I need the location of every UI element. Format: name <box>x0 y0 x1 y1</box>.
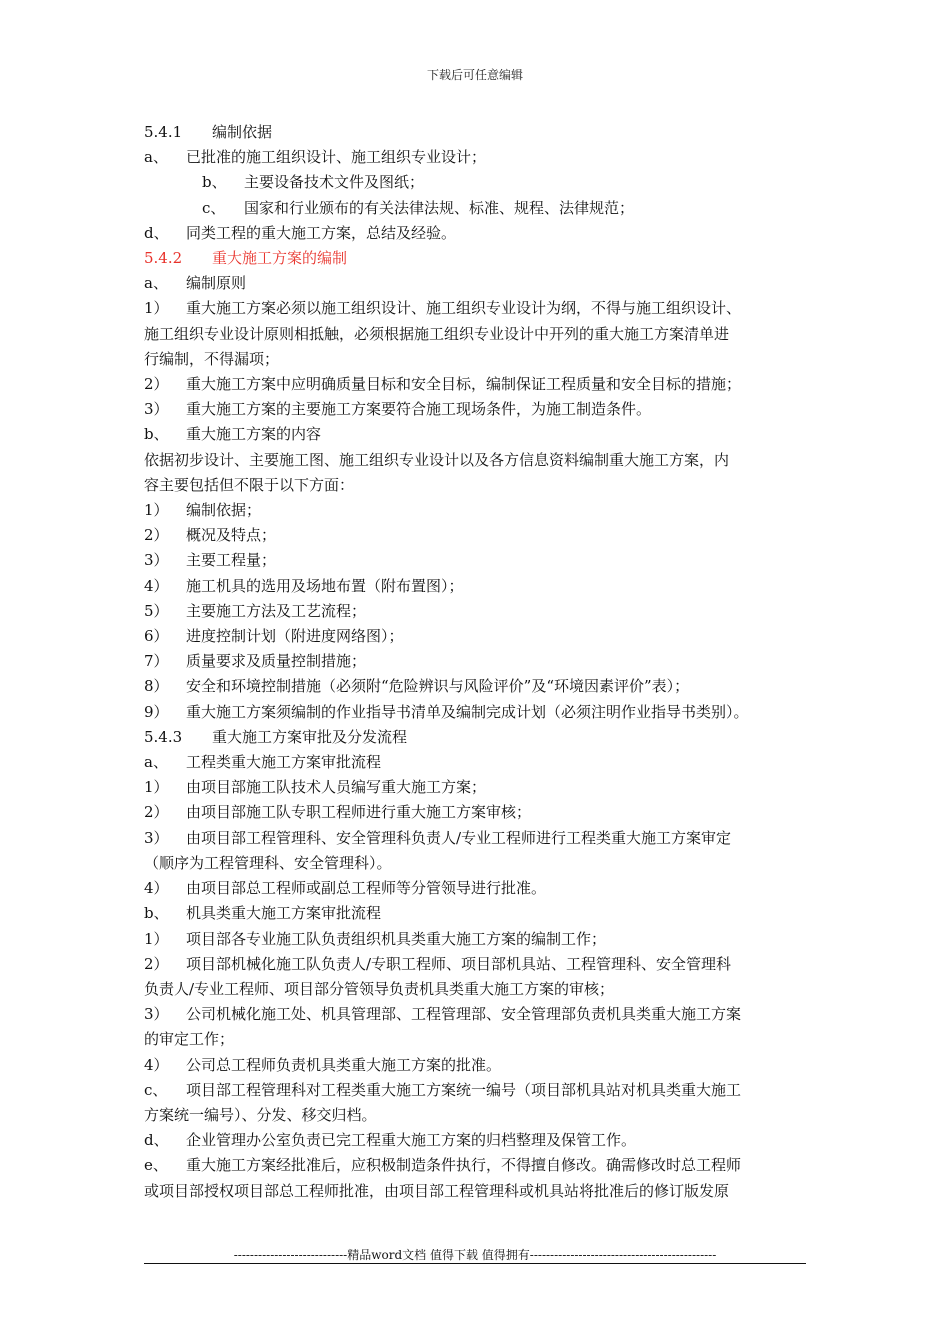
text-line <box>144 876 810 901</box>
text-line <box>144 901 810 926</box>
list-marker: 2） <box>144 803 169 822</box>
line-text: 的审定工作； <box>144 1030 235 1049</box>
text-line <box>144 725 810 750</box>
text-line <box>144 196 810 221</box>
text-line <box>144 700 810 725</box>
text-line <box>144 548 810 573</box>
line-text: 依据初步设计、主要施工图、施工组织专业设计以及各方信息资料编制重大施工方案，内 <box>144 450 730 469</box>
text-line <box>144 775 810 800</box>
line-text: 由项目部工程管理科、安全管理科负责人/专业工程师进行工程类重大施工方案审定 <box>186 828 732 847</box>
line-text: 重大施工方案中应明确质量目标和安全目标，编制保证工程质量和安全目标的措施； <box>186 375 742 394</box>
list-marker: 4） <box>144 1055 169 1074</box>
text-line <box>144 1128 810 1153</box>
list-marker: 1） <box>144 929 169 948</box>
text-line <box>144 498 810 523</box>
line-text: 行编制，不得漏项； <box>144 349 280 368</box>
list-marker: 5.4.2 <box>144 249 183 268</box>
text-line <box>144 1103 810 1128</box>
list-marker: 4） <box>144 879 169 898</box>
text-line <box>144 448 810 473</box>
line-text: 编制依据 <box>212 123 273 141</box>
list-marker: 3） <box>144 828 169 847</box>
text-line <box>144 977 810 1002</box>
list-marker: 5.4.3 <box>144 727 183 746</box>
line-text: 项目部机械化施工队负责人/专职工程师、项目部机具站、工程管理科、安全管理科 <box>186 954 732 973</box>
line-text: 重大施工方案的主要施工方案要符合施工现场条件，为施工制造条件。 <box>186 400 652 419</box>
list-marker: 9） <box>144 702 169 721</box>
list-marker: e、 <box>144 1156 168 1175</box>
line-text: 由项目部施工队技术人员编写重大施工方案； <box>186 778 487 797</box>
line-text: 重大施工方案须编制的作业指导书清单及编制完成计划（必须注明作业指导书类别）。 <box>186 702 749 721</box>
list-marker: 5.4.1 <box>144 123 183 141</box>
text-line <box>144 674 810 699</box>
text-line <box>144 271 810 296</box>
text-line <box>144 574 810 599</box>
line-text: 主要施工方法及工艺流程； <box>186 601 367 620</box>
list-marker: b、 <box>144 904 169 923</box>
text-line <box>144 322 810 347</box>
line-text: 或项目部授权项目部总工程师批准，由项目部工程管理科或机具站将批准后的修订版发原 <box>144 1181 730 1200</box>
line-text: 主要工程量； <box>186 551 277 570</box>
list-marker: a、 <box>144 753 168 772</box>
line-text: 方案统一编号）、分发、移交归档。 <box>144 1105 377 1124</box>
text-line <box>144 927 810 952</box>
list-marker: 5） <box>144 601 169 620</box>
line-text: 概况及特点； <box>186 526 277 545</box>
page-header: 下载后可任意编辑 <box>426 68 523 82</box>
line-text: 公司机械化施工处、机具管理部、工程管理部、安全管理部负责机具类重大施工方案 <box>186 1005 742 1024</box>
line-text: 项目部工程管理科对工程类重大施工方案统一编号（项目部机具站对机具类重大施工 <box>186 1080 742 1099</box>
line-text: 由项目部施工队专职工程师进行重大施工方案审核； <box>186 803 532 822</box>
text-line <box>144 1179 810 1204</box>
text-line <box>144 422 810 447</box>
list-marker: 4） <box>144 576 169 595</box>
text-line <box>144 649 810 674</box>
text-line <box>144 1078 810 1103</box>
list-marker: 2） <box>144 526 169 545</box>
line-text: 国家和行业颁布的有关法律法规、标准、规程、法律规范； <box>244 198 635 217</box>
line-text: 已批准的施工组织设计、施工组织专业设计； <box>186 148 487 167</box>
list-marker: 7） <box>144 652 169 671</box>
line-text: 主要设备技术文件及图纸； <box>244 173 425 192</box>
line-text: 施工机具的选用及场地布置（附布置图）； <box>186 576 464 595</box>
line-text: 质量要求及质量控制措施； <box>186 652 367 671</box>
line-text: 项目部各专业施工队负责组织机具类重大施工方案的编制工作； <box>186 929 607 948</box>
text-line <box>144 750 810 775</box>
list-marker: 1） <box>144 299 169 318</box>
text-line <box>144 120 810 145</box>
list-marker: b、 <box>144 425 169 444</box>
line-text: 机具类重大施工方案审批流程 <box>186 904 382 923</box>
list-marker: 6） <box>144 627 169 646</box>
document-body <box>144 120 810 1204</box>
list-marker: a、 <box>144 148 168 167</box>
line-text: 负责人/专业工程师、项目部分管领导负责机具类重大施工方案的审核； <box>144 979 615 998</box>
list-marker: 2） <box>144 954 169 973</box>
text-line <box>144 1027 810 1052</box>
text-line <box>144 221 810 246</box>
line-text: 编制依据； <box>186 501 262 520</box>
line-text: 进度控制计划（附进度网络图）； <box>186 627 404 646</box>
line-text: 工程类重大施工方案审批流程 <box>186 753 382 772</box>
text-line <box>144 599 810 624</box>
list-marker: d、 <box>144 1131 169 1150</box>
text-line <box>144 851 810 876</box>
list-marker: 1） <box>144 778 169 797</box>
text-line <box>144 826 810 851</box>
list-marker: 2） <box>144 375 169 394</box>
text-line <box>144 523 810 548</box>
line-text: 同类工程的重大施工方案，总结及经验。 <box>186 223 457 242</box>
line-text: （顺序为工程管理科、安全管理科）。 <box>144 853 392 872</box>
line-text: 重大施工方案必须以施工组织设计、施工组织专业设计为纲，不得与施工组织设计、 <box>186 299 742 318</box>
list-marker: a、 <box>144 274 168 293</box>
text-line <box>144 246 810 271</box>
list-marker: c、 <box>202 198 226 217</box>
list-marker: 3） <box>144 551 169 570</box>
page-footer: ----------------------------精品word文档 值得下载 值得拥有---------------------------------------------- <box>233 1248 717 1262</box>
text-line <box>144 145 810 170</box>
text-line <box>144 952 810 977</box>
list-marker: 1） <box>144 501 169 520</box>
line-text: 安全和环境控制措施（必须附“危险辨识与风险评价”及“环境因素评价”表）； <box>186 677 690 696</box>
footer-rule <box>144 1263 806 1264</box>
text-line <box>144 170 810 195</box>
list-marker: 8） <box>144 677 169 696</box>
text-line <box>144 372 810 397</box>
text-line <box>144 296 810 321</box>
list-marker: b、 <box>202 173 227 192</box>
line-text: 重大施工方案经批准后，应积极制造条件执行，不得擅自修改。确需修改时总工程师 <box>186 1156 742 1175</box>
line-text: 重大施工方案审批及分发流程 <box>212 727 408 746</box>
text-line <box>144 1002 810 1027</box>
line-text: 由项目部总工程师或副总工程师等分管领导进行批准。 <box>186 879 547 898</box>
line-text: 重大施工方案的编制 <box>212 249 348 268</box>
text-line <box>144 624 810 649</box>
list-marker: 3） <box>144 1005 169 1024</box>
list-marker: c、 <box>144 1080 168 1099</box>
text-line <box>144 347 810 372</box>
list-marker: d、 <box>144 223 169 242</box>
text-line <box>144 397 810 422</box>
line-text: 公司总工程师负责机具类重大施工方案的批准。 <box>186 1055 502 1074</box>
text-line <box>144 473 810 498</box>
text-line <box>144 1053 810 1078</box>
line-text: 编制原则 <box>186 274 247 293</box>
line-text: 施工组织专业设计原则相抵触，必须根据施工组织专业设计中开列的重大施工方案清单进 <box>144 324 730 343</box>
text-line <box>144 800 810 825</box>
line-text: 重大施工方案的内容 <box>186 425 322 444</box>
list-marker: 3） <box>144 400 169 419</box>
line-text: 企业管理办公室负责已完工程重大施工方案的归档整理及保管工作。 <box>186 1131 637 1150</box>
line-text: 容主要包括但不限于以下方面： <box>144 475 355 494</box>
text-line <box>144 1153 810 1178</box>
